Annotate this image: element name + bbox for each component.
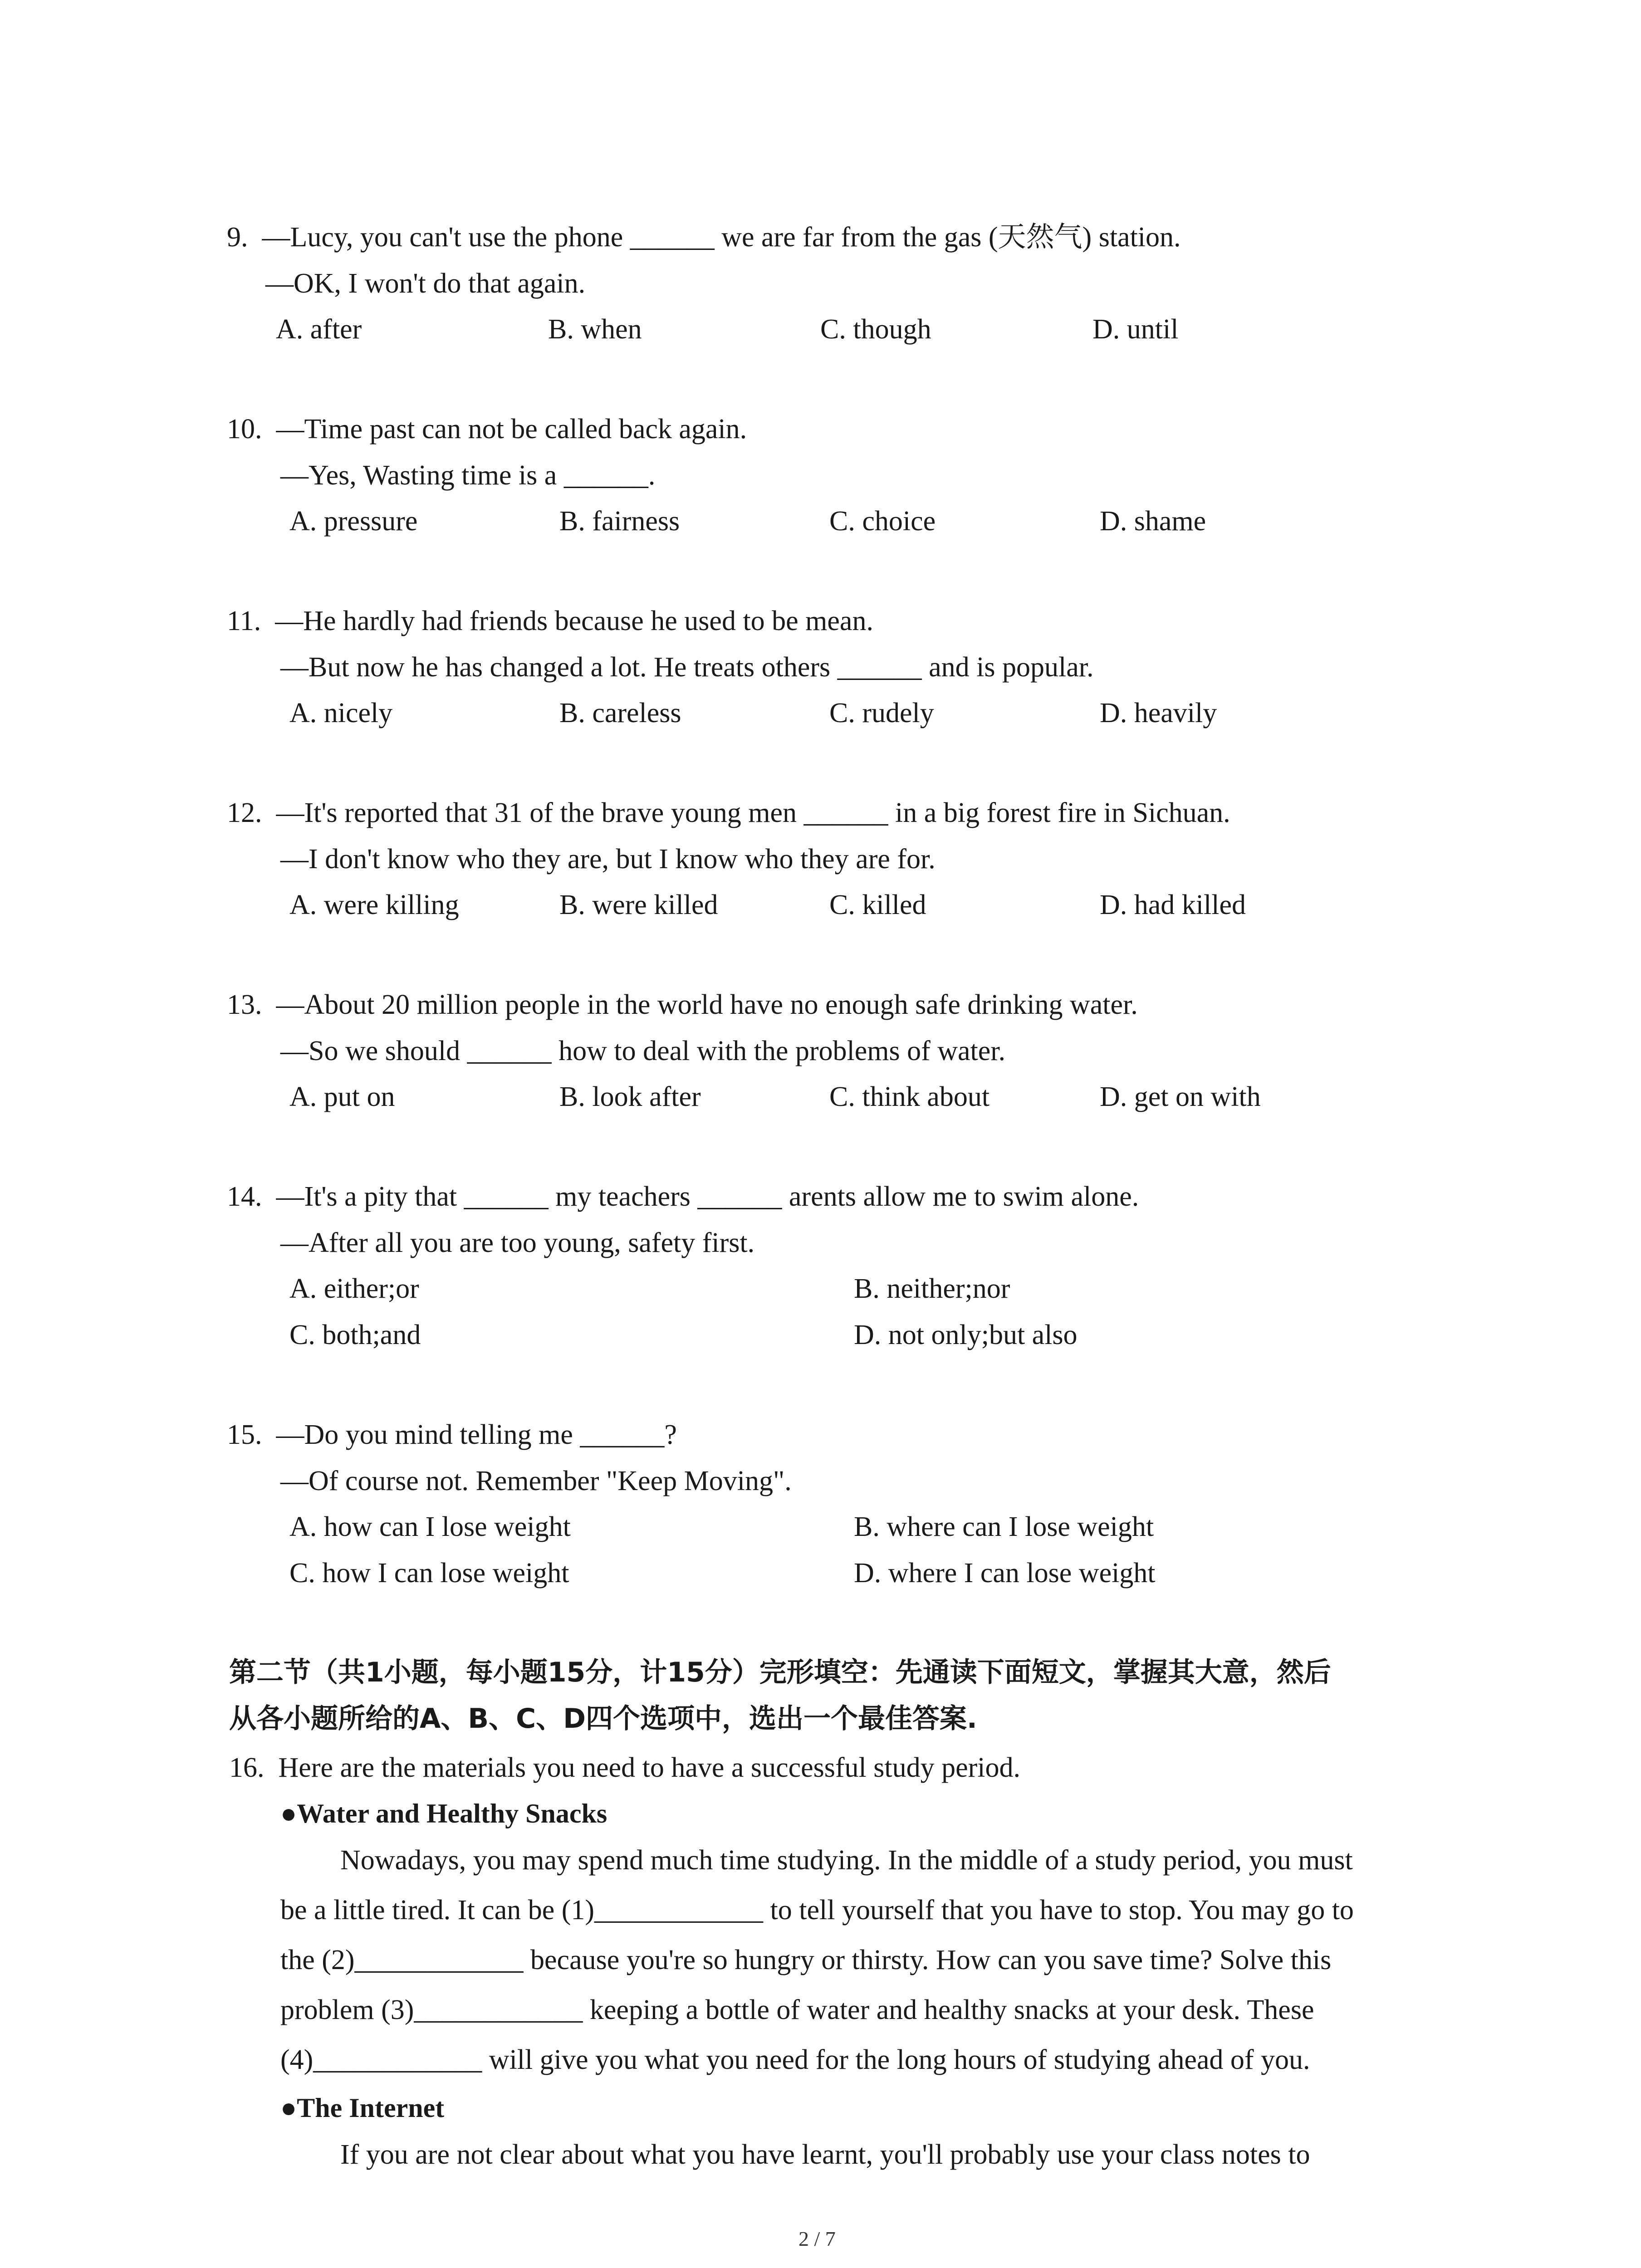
question-10-option-c: C. choice <box>829 506 936 537</box>
passage-line: Nowadays, you may spend much time studying. In the middle of a study period, you must <box>340 1845 1353 1876</box>
question-13-option-a: A. put on <box>289 1081 395 1112</box>
question-15-option-b: B. where can I lose weight <box>854 1511 1154 1542</box>
question-14-option-a: A. either;or <box>289 1273 419 1304</box>
section-heading-line-2: 从各小题所给的A、B、C、D四个选项中，选出一个最佳答案. <box>229 1703 977 1735</box>
question-11-option-c: C. rudely <box>829 698 934 728</box>
question-11-reply: —But now he has changed a lot. He treats others ______ and is popular. <box>280 652 1094 683</box>
question-15-option-d: D. where I can lose weight <box>854 1558 1156 1589</box>
question-12-stem: 12. —It's reported that 31 of the brave young men ______ in a big forest fire in Sichuan. <box>227 797 1230 828</box>
passage-line: be a little tired. It can be (1)____________ to tell yourself that you have to stop. You may go to <box>280 1895 1354 1926</box>
question-11-option-a: A. nicely <box>289 698 393 728</box>
question-10-reply: —Yes, Wasting time is a ______. <box>280 460 656 491</box>
question-9-option-b: B. when <box>548 314 642 345</box>
question-15-option-c: C. how I can lose weight <box>289 1558 569 1589</box>
subheading-internet: ●The Internet <box>280 2093 445 2123</box>
question-11-option-b: B. careless <box>559 698 681 728</box>
question-16-intro: 16. Here are the materials you need to have a successful study period. <box>229 1752 1020 1783</box>
question-15-stem: 15. —Do you mind telling me ______? <box>227 1419 677 1450</box>
question-13-option-b: B. look after <box>559 1081 701 1112</box>
question-9-stem: 9. —Lucy, you can't use the phone ______ we are far from the gas (天然气) station. <box>227 222 1181 253</box>
question-11-option-d: D. heavily <box>1100 698 1217 728</box>
section-heading-line-1: 第二节（共1小题，每小题15分，计15分）完形填空：先通读下面短文，掌握其大意，然后 <box>229 1657 1331 1688</box>
question-15-reply: —Of course not. Remember "Keep Moving". <box>280 1466 792 1496</box>
question-9-option-a: A. after <box>276 314 362 345</box>
question-12-option-b: B. were killed <box>559 890 718 920</box>
question-9-option-d: D. until <box>1092 314 1179 345</box>
question-14-option-c: C. both;and <box>289 1320 421 1350</box>
question-9-option-c: C. though <box>820 314 931 345</box>
page-number: 2 / 7 <box>798 2227 836 2250</box>
question-13-stem: 13. —About 20 million people in the world have no enough safe drinking water. <box>227 989 1138 1020</box>
question-14-option-b: B. neither;nor <box>854 1273 1010 1304</box>
question-9-reply: —OK, I won't do that again. <box>265 268 586 299</box>
question-10-option-a: A. pressure <box>289 506 418 537</box>
question-14-option-d: D. not only;but also <box>854 1320 1078 1350</box>
question-13-option-d: D. get on with <box>1100 1081 1261 1112</box>
question-10-stem: 10. —Time past can not be called back again. <box>227 414 747 445</box>
question-12-option-d: D. had killed <box>1100 890 1246 920</box>
question-10-option-b: B. fairness <box>559 506 680 537</box>
question-12-option-a: A. were killing <box>289 890 459 920</box>
question-14-stem: 14. —It's a pity that ______ my teachers ______ arents allow me to swim alone. <box>227 1181 1139 1212</box>
question-13-option-c: C. think about <box>829 1081 990 1112</box>
passage-line: problem (3)____________ keeping a bottle of water and healthy snacks at your desk. These <box>280 1994 1314 2025</box>
question-14-reply: —After all you are too young, safety first. <box>280 1227 755 1258</box>
question-12-option-c: C. killed <box>829 890 926 920</box>
question-13-reply: —So we should ______ how to deal with the problems of water. <box>280 1036 1006 1066</box>
passage-line: (4)____________ will give you what you need for the long hours of studying ahead of you. <box>280 2044 1310 2075</box>
question-15-option-a: A. how can I lose weight <box>289 1511 571 1542</box>
question-12-reply: —I don't know who they are, but I know who they are for. <box>280 844 936 875</box>
question-10-option-d: D. shame <box>1100 506 1206 537</box>
passage-line: the (2)____________ because you're so hungry or thirsty. How can you save time? Solve this <box>280 1945 1332 1975</box>
passage-line: If you are not clear about what you have learnt, you'll probably use your class notes to <box>340 2139 1310 2170</box>
subheading-water-snacks: ●Water and Healthy Snacks <box>280 1799 607 1828</box>
question-11-stem: 11. —He hardly had friends because he used to be mean. <box>227 606 873 636</box>
